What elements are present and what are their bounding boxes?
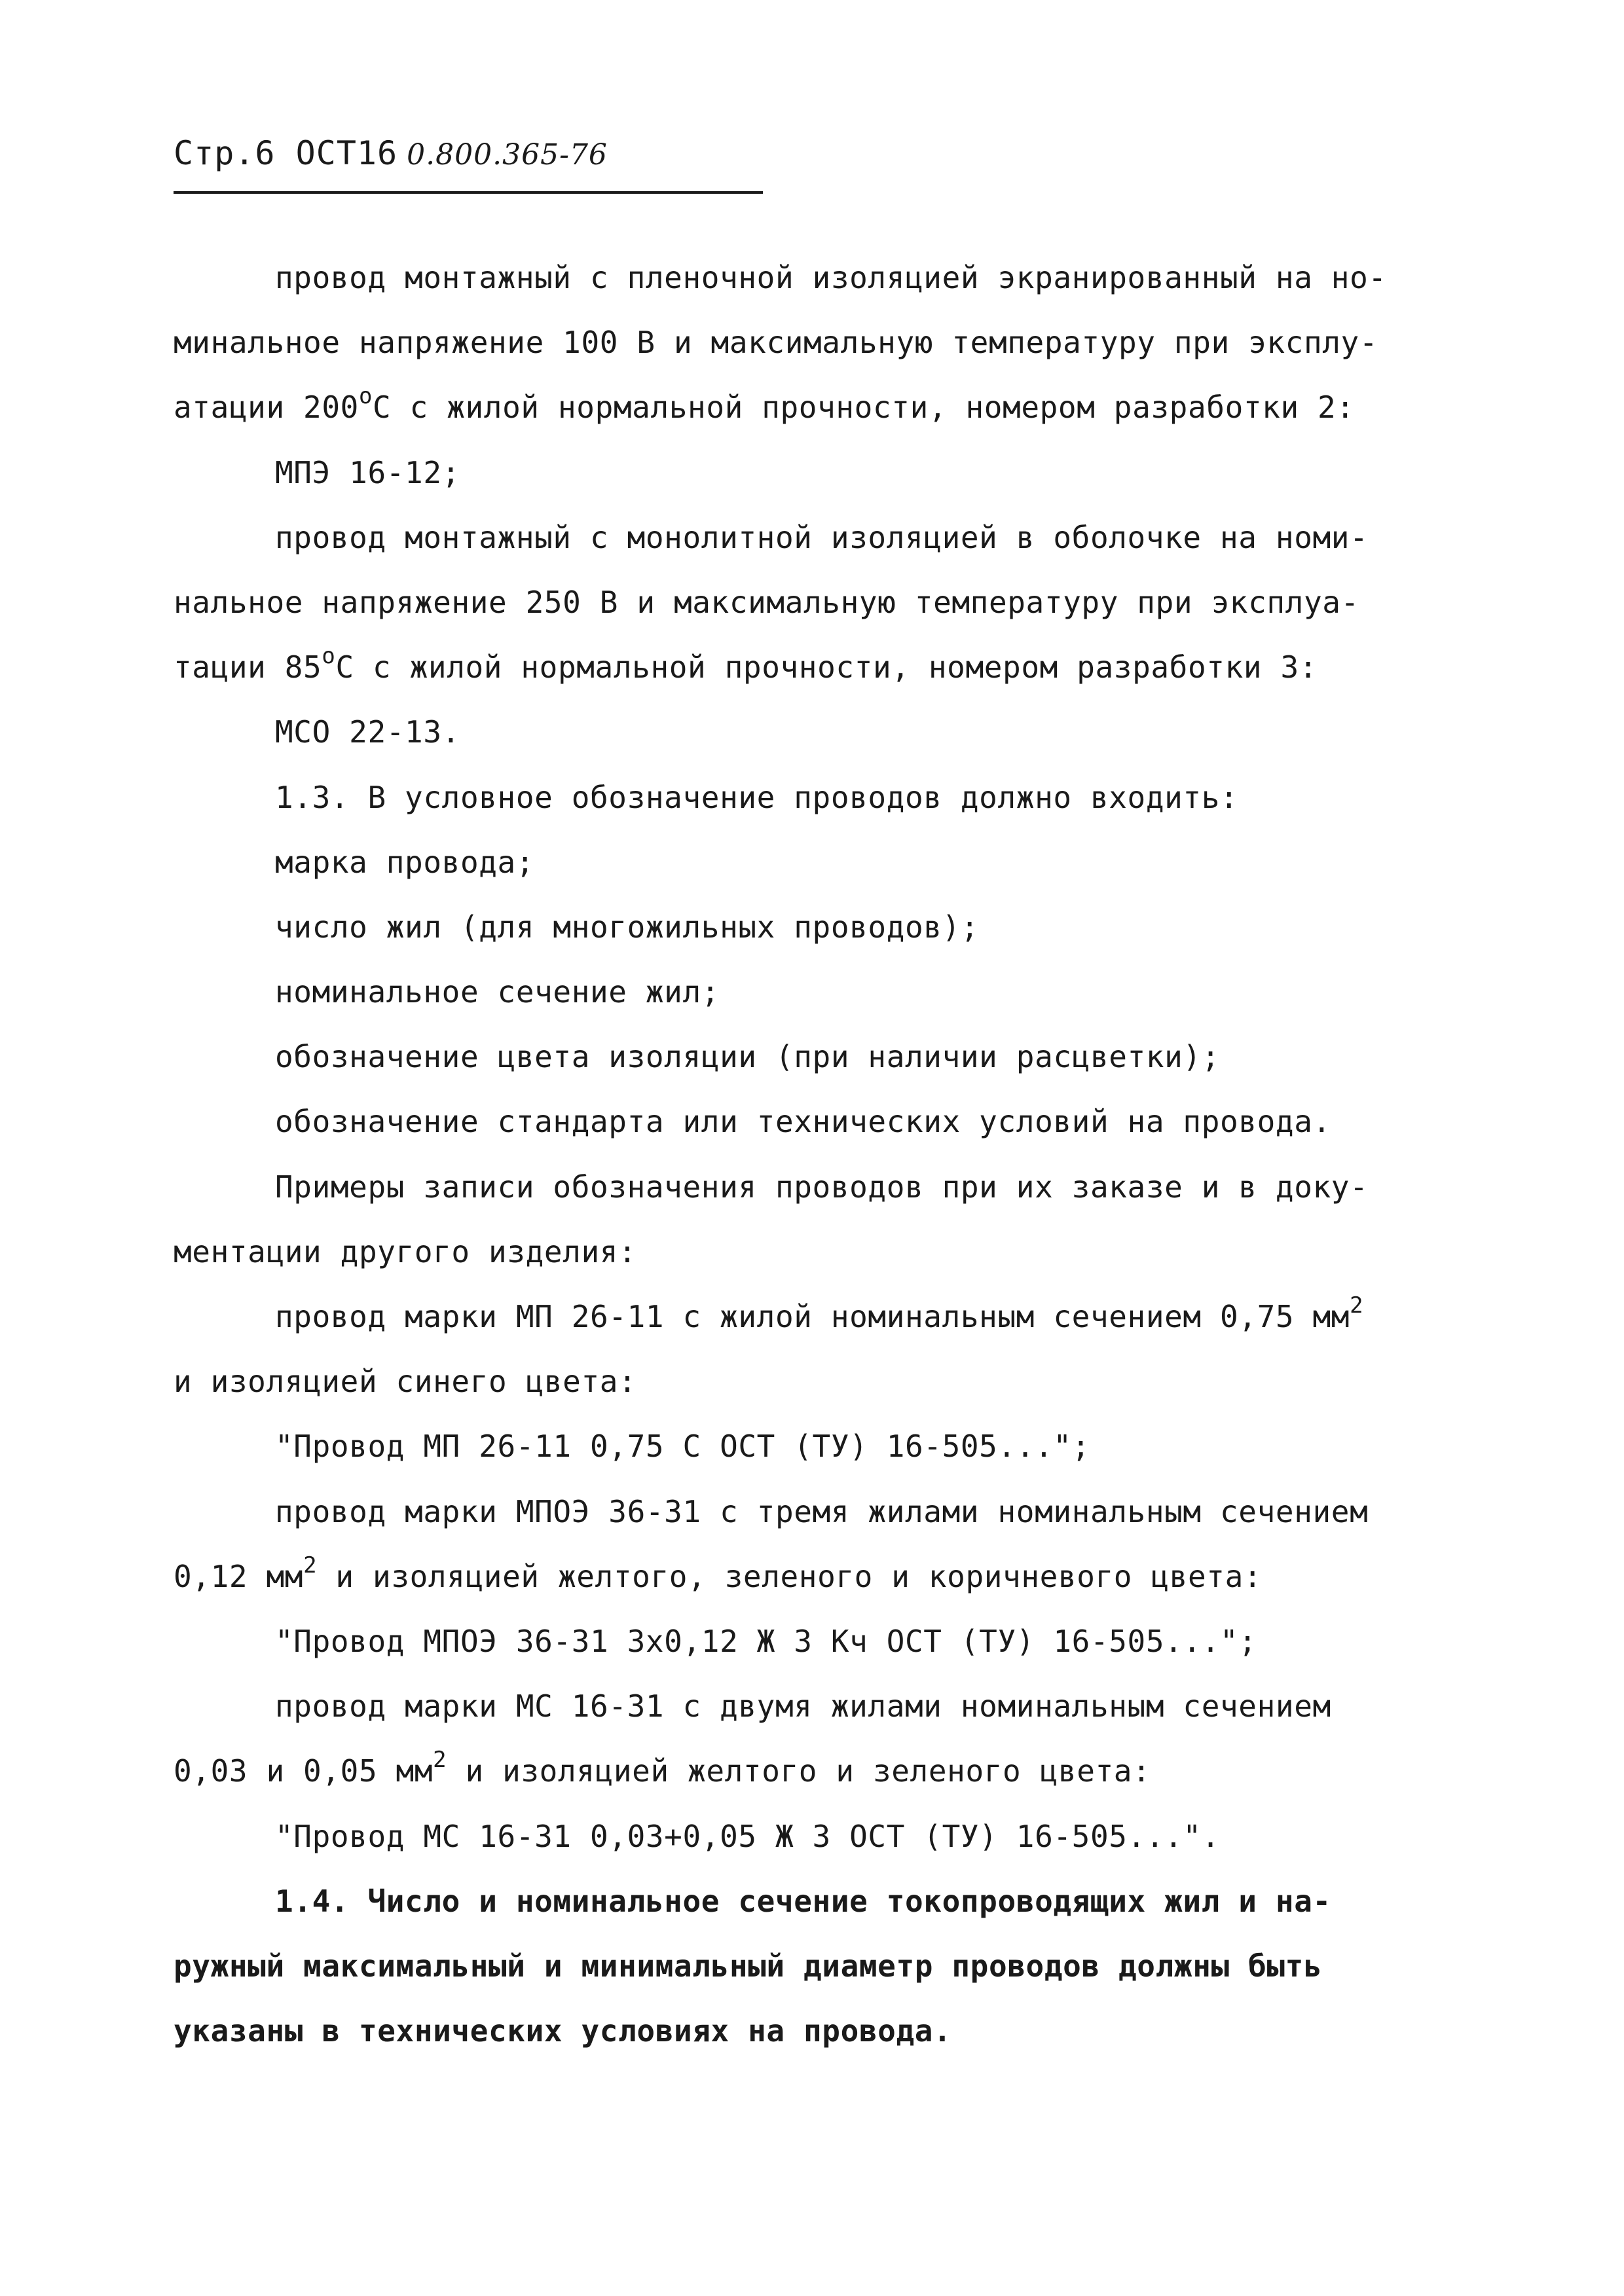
text-line: МСО 22-13. [275, 714, 460, 750]
superscript: 2 [1350, 1292, 1364, 1319]
page-label: Стр.6 ОСТ16 [174, 134, 398, 172]
example-line: "Провод МПОЭ 36-31 3х0,12 Ж З Кч ОСТ (ТУ) 16-505..."; [275, 1623, 1257, 1659]
handwritten-doc-number: 0.800.365-76 [407, 138, 608, 172]
page-header [174, 134, 608, 172]
list-item: число жил (для многожильных проводов); [275, 909, 980, 945]
text-line: провод марки МС 16-31 с двумя жилами номинальным сечением [275, 1688, 1331, 1724]
header-underline [174, 191, 763, 194]
text-line: нальное напряжение 250 В и максимальную температуру при эксплуа- [174, 584, 1359, 620]
example-line: "Провод МС 16-31 0,03+0,05 Ж З ОСТ (ТУ) 16-505...". [275, 1818, 1221, 1854]
text-line: минальное напряжение 100 В и максимальную температуру при эксплу- [174, 325, 1378, 361]
section-heading-1-4: 1.4. Число и номинальное сечение токопроводящих жил и на- [275, 1883, 1331, 1919]
text-line: ружный максимальный и минимальный диаметр проводов должны быть [174, 1948, 1323, 1984]
text-line: тации $85^оС$ с жилой нормальной прочности, номером разработки 3: [174, 643, 1318, 685]
text-line: провод монтажный с пленочной изоляцией экранированный на но- [275, 260, 1387, 295]
text-line: провод монтажный с монолитной изоляцией в оболочке на номи- [275, 519, 1369, 555]
text-line: атации $200^оС$ с жилой нормальной прочности, номером разработки 2: [174, 383, 1355, 426]
document-body [174, 246, 1470, 2064]
text-line: МПЭ 16-12; [275, 454, 460, 490]
text-line: и изоляцией синего цвета: [174, 1364, 637, 1400]
superscript: 2 [433, 1747, 447, 1774]
text-line: провод марки МП 26-11 с жилой номинальным сечением 0,75 $мм^2$ [275, 1292, 1364, 1334]
example-line: "Провод МП 26-11 0,75 С ОСТ (ТУ) 16-505..."; [275, 1429, 1090, 1465]
superscript: о [322, 643, 336, 670]
text-line: ментации другого изделия: [174, 1233, 637, 1269]
text-line: провод марки МПОЭ 36-31 с тремя жилами номинальным сечением [275, 1493, 1369, 1529]
list-item: обозначение стандарта или технических условий на провода. [275, 1104, 1331, 1140]
list-item: обозначение цвета изоляции (при наличии расцветки); [275, 1039, 1221, 1075]
text-line: указаны в технических условиях на провода. [174, 2013, 952, 2049]
section-heading-1-3: 1.3. В условное обозначение проводов должно входить: [275, 779, 1239, 815]
text-line: 0,12 $мм^2$ и изоляцией желтого, зеленого и коричневого цвета: [174, 1552, 1263, 1594]
text-line: 0,03 и 0,05 $мм^2$ и изоляцией желтого и зеленого цвета: [174, 1747, 1151, 1789]
text-line: Примеры записи обозначения проводов при их заказе и в доку- [275, 1169, 1369, 1205]
superscript: о [358, 383, 373, 410]
list-item: номинальное сечение жил; [275, 974, 720, 1010]
superscript: 2 [303, 1552, 318, 1578]
list-item: марка провода; [275, 844, 535, 880]
